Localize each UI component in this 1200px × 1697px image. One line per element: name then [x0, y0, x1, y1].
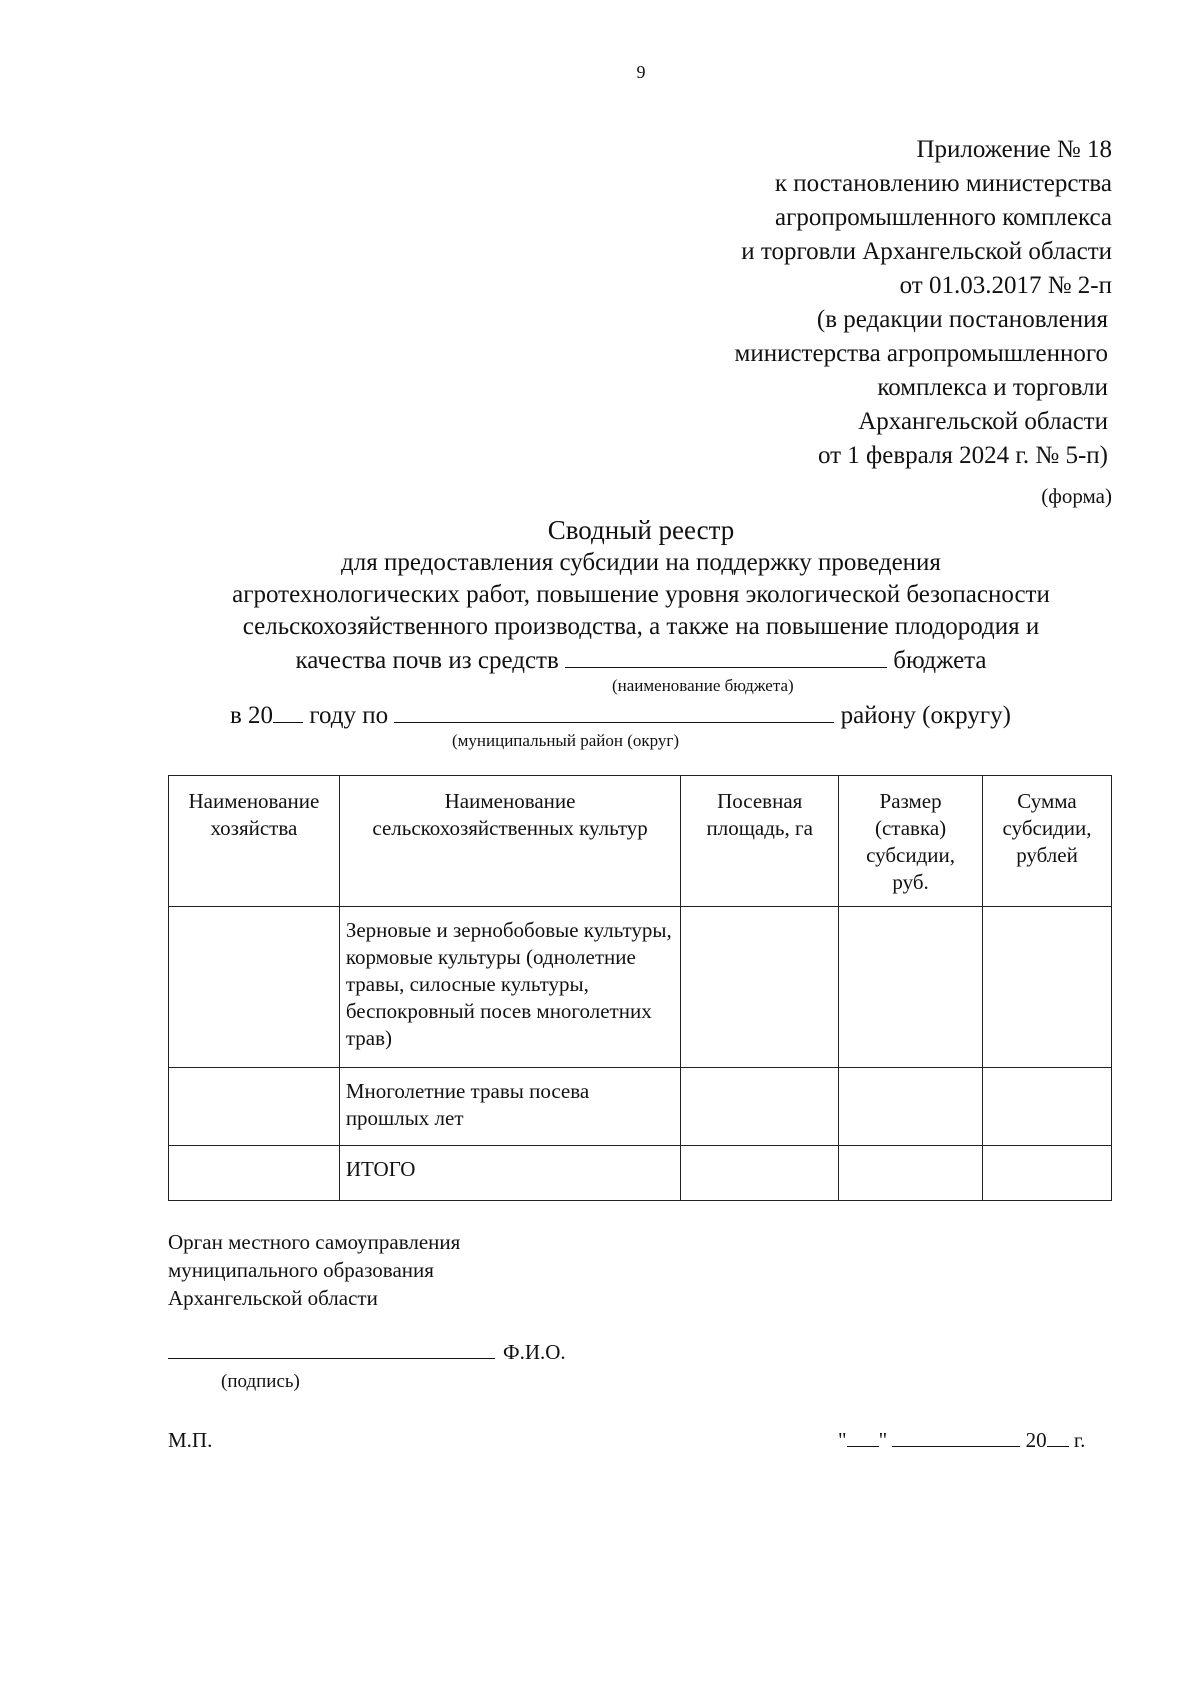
date-line [838, 1426, 1085, 1454]
area-cell[interactable] [681, 907, 839, 1068]
form-label: (форма) [1041, 484, 1112, 508]
year-prefix: в 20 [230, 702, 274, 729]
stamp-label: М.П. [168, 1428, 213, 1452]
budget-line-end: бюджета [893, 647, 987, 674]
total-label: ИТОГО [339, 1146, 681, 1201]
signature-hint: (подпись) [221, 1371, 300, 1392]
rate-total-cell[interactable] [839, 1146, 983, 1201]
column-header-rate: Размер (ставка) субсидии, руб. [839, 776, 983, 907]
district-hint: (муниципальный район (округ) [452, 731, 680, 750]
table-row [169, 907, 1112, 1068]
appendix-header-line: (в редакции постановления [816, 306, 1108, 333]
crop-cell: Многолетние травы посева прошлых лет [339, 1068, 681, 1146]
area-cell[interactable] [681, 1068, 839, 1146]
authority-line: Орган местного самоуправления [168, 1230, 461, 1254]
district-suffix: району (округу) [840, 702, 1011, 729]
column-header-crops: Наименование сельскохозяйственных культур [339, 776, 681, 907]
appendix-header-line: комплекса и торговли [877, 374, 1108, 401]
sum-cell[interactable] [983, 1068, 1112, 1146]
year-mid: году по [309, 702, 389, 729]
appendix-header-line: агропромышленного комплекса [774, 204, 1112, 231]
date-quote-close: " [878, 1428, 888, 1452]
date-suffix: г. [1073, 1428, 1086, 1452]
appendix-header-line: от 1 февраля 2024 г. № 5-п) [817, 442, 1108, 469]
authority-line: муниципального образования [168, 1258, 434, 1282]
day-blank[interactable] [847, 1426, 879, 1447]
appendix-header-line: и торговли Архангельской области [741, 238, 1112, 265]
area-total-cell[interactable] [681, 1146, 839, 1201]
title-line: сельскохозяйственного производства, а также на повышение плодородия и [242, 613, 1040, 640]
title-line: агротехнологических работ, повышение уровня экологической безопасности [232, 581, 1050, 608]
month-blank[interactable] [892, 1426, 1020, 1447]
column-header-area: Посевная площадь, га [681, 776, 839, 907]
appendix-header-line: Приложение № 18 [916, 136, 1112, 163]
rate-cell[interactable] [839, 1068, 983, 1146]
budget-line [0, 645, 1200, 675]
authority-line: Архангельской области [168, 1286, 378, 1310]
year-suffix-blank[interactable] [1047, 1426, 1069, 1447]
district-line [230, 700, 1011, 730]
document-title: Сводный реестр [547, 515, 735, 545]
appendix-header-line: к постановлению министерства [774, 170, 1112, 197]
total-row [169, 1146, 1112, 1201]
year-blank[interactable] [273, 700, 303, 723]
title-line: для предоставления субсидии на поддержку проведения [341, 549, 941, 576]
subsidy-table [168, 775, 1112, 1201]
farm-cell[interactable] [169, 907, 340, 1068]
sum-cell[interactable] [983, 907, 1112, 1068]
rate-cell[interactable] [839, 907, 983, 1068]
column-header-sum: Сумма субсидии, рублей [983, 776, 1112, 907]
budget-hint: (наименование бюджета) [612, 676, 794, 695]
farm-cell[interactable] [169, 1146, 340, 1201]
column-header-farm: Наименование хозяйства [169, 776, 340, 907]
signature-blank[interactable] [168, 1358, 495, 1359]
date-year-prefix: 20 [1025, 1428, 1047, 1452]
fio-label: Ф.И.О. [503, 1340, 566, 1364]
appendix-header-line: Архангельской области [858, 408, 1108, 435]
table-header-row [169, 776, 1112, 907]
appendix-header-line: министерства агропромышленного [734, 340, 1108, 367]
appendix-header-line: от 01.03.2017 № 2-п [899, 272, 1112, 299]
table-row [169, 1068, 1112, 1146]
date-quote-open: " [838, 1428, 847, 1452]
crop-cell: Зерновые и зернобобовые культуры, кормовые культуры (однолетние травы, силосные культуры, беспокровный посев многолетних трав) [339, 907, 681, 1068]
district-blank[interactable] [394, 700, 834, 723]
farm-cell[interactable] [169, 1068, 340, 1146]
sum-total-cell[interactable] [983, 1146, 1112, 1201]
budget-name-blank[interactable] [565, 645, 887, 668]
budget-line-start: качества почв из средств [295, 647, 559, 674]
page-number: 9 [636, 62, 646, 82]
